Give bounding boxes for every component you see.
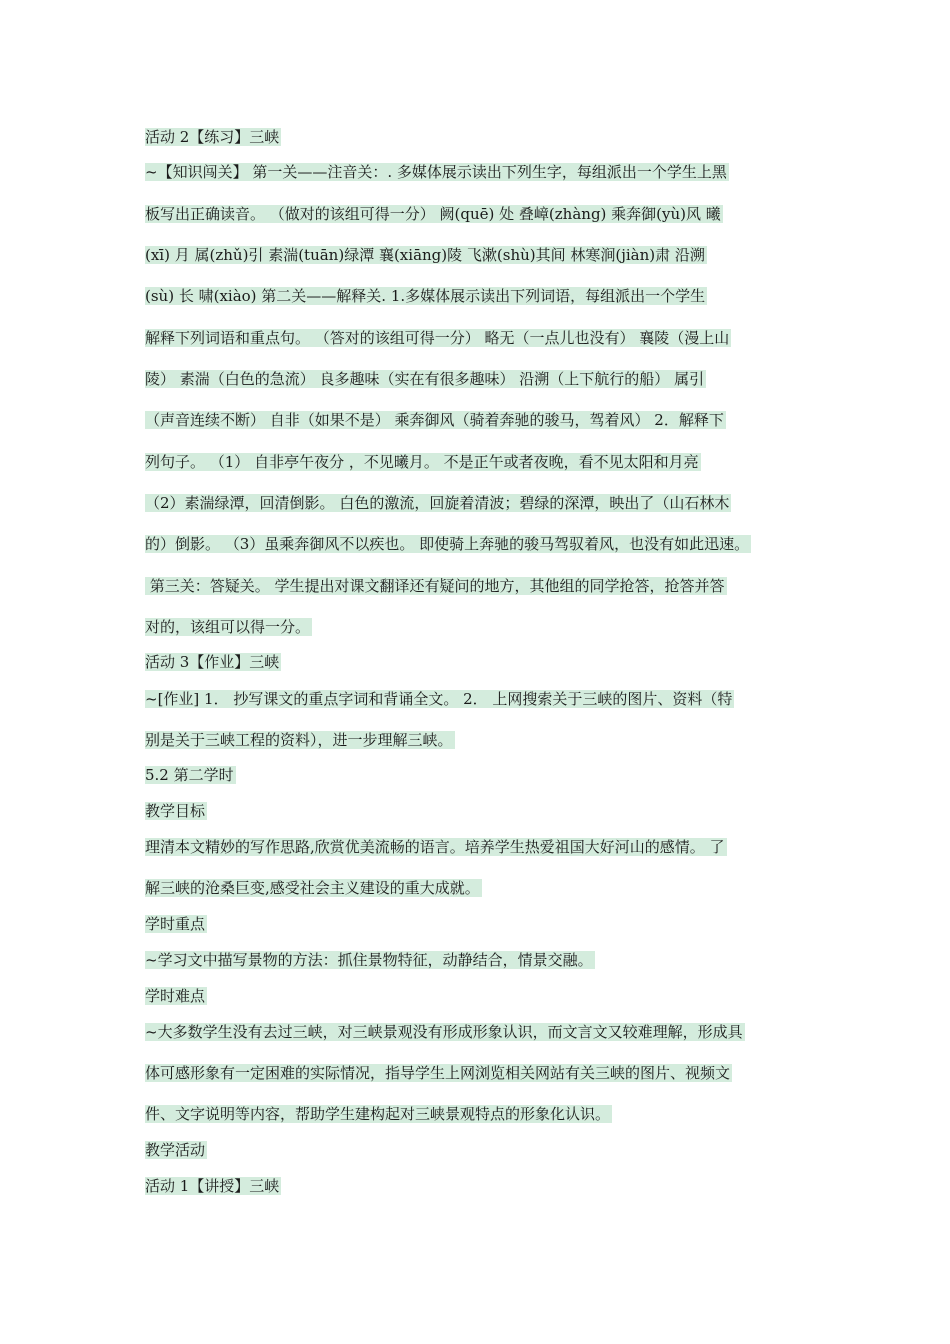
key-points-heading: 学时重点 [145,915,206,933]
body-text-line: 件、文字说明等内容，帮助学生建构起对三峡景观特点的形象化认识。 [145,1105,611,1123]
body-text-line: (xī) 月 属(zhǔ)引 素湍(tuān)绿潭 襄(xiāng)陵 飞漱(shù)其间 林寒涧(jiàn)肃 沿溯 [145,246,705,264]
body-text-line: 解三峡的沧桑巨变,感受社会主义建设的重大成就。 [145,879,480,897]
activity-3-heading: 活动 3【作业】三峡 [145,653,280,671]
body-text-line: 别是关于三峡工程的资料），进一步理解三峡。 [145,731,453,749]
teaching-goals-heading: 教学目标 [145,802,206,820]
body-text-line: ~大多数学生没有去过三峡，对三峡景观没有形成形象认识，而文言文又较难理解，形成具 [145,1023,743,1041]
body-text-line: 体可感形象有一定困难的实际情况，指导学生上网浏览相关网站有关三峡的图片、视频文 [145,1064,731,1082]
teaching-activities-heading: 教学活动 [145,1141,206,1159]
difficulties-heading: 学时难点 [145,987,206,1005]
body-text-line: ~[作业] 1． 抄写课文的重点字词和背诵全文。 2． 上网搜索关于三峡的图片、资料（特 [145,690,733,708]
body-text-line: 解释下列词语和重点句。 （答对的该组可得一分） 略无（一点儿也没有） 襄陵（漫上山 [145,329,730,347]
body-text-line: 陵） 素湍（白色的急流） 良多趣味（实在有很多趣味） 沿溯（上下航行的船） 属引 [145,370,705,388]
body-text-line: 第三关：答疑关。 学生提出对课文翻译还有疑问的地方，其他组的同学抢答，抢答并答 [145,577,725,595]
body-text-line: 的）倒影。 （3）虽乘奔御风不以疾也。 即使骑上奔驰的骏马驾驭着风，也没有如此迅速。 [145,535,750,553]
body-text-line: 板写出正确读音。 （做对的该组可得一分） 阙(quē) 处 叠嶂(zhàng) 乘奔御(yù)风 曦 [145,205,721,223]
body-text-line: 理清本文精妙的写作思路,欣赏优美流畅的语言。培养学生热爱祖国大好河山的感情。 了 [145,838,725,856]
body-text-line: 列句子。 （1） 自非亭午夜分 ，不见曦月。 不是正午或者夜晚，看不见太阳和月亮 [145,453,699,471]
body-text-line: ~学习文中描写景物的方法：抓住景物特征，动静结合，情景交融。 [145,951,593,969]
body-text-line: 对的，该组可以得一分。 [145,618,311,636]
body-text-line: （2）素湍绿潭，回清倒影。 白色的激流，回旋着清波；碧绿的深潭，映出了（山石林木 [145,494,730,512]
activity-2-heading: 活动 2【练习】三峡 [145,128,280,146]
body-text-line: （声音连续不断） 自非（如果不是） 乘奔御风（骑着奔驰的骏马，驾着风） 2．解释下 [145,411,724,429]
section-heading: 5.2 第二学时 [145,766,234,784]
body-text-line: ~【知识闯关】 第一关——注音关：. 多媒体展示读出下列生字，每组派出一个学生上黑 [145,163,727,181]
activity-1-heading: 活动 1【讲授】三峡 [145,1177,280,1195]
body-text-line: (sù) 长 啸(xiào) 第二关——解释关. 1.多媒体展示读出下列词语，每组派出一个学生 [145,287,706,305]
